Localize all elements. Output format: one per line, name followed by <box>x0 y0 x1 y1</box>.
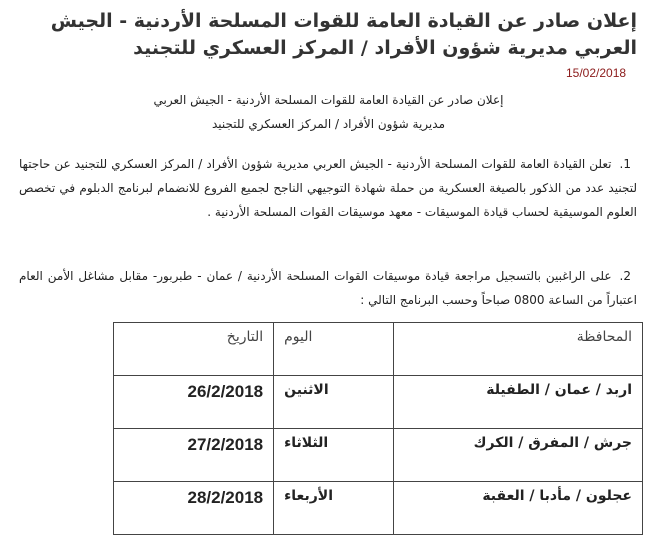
intro-line-1: إعلان صادر عن القيادة العامة للقوات المسلحة الأردنية - الجيش العربي <box>153 93 504 107</box>
cell-day: الثلاثاء <box>274 429 394 482</box>
header-date: التاريخ <box>114 323 274 376</box>
intro-line-2: مديرية شؤون الأفراد / المركز العسكري للتجنيد <box>211 117 445 131</box>
cell-governorate: اربد / عمان / الطفيلة <box>394 376 643 429</box>
table-row <box>114 429 643 482</box>
paragraph-1-number: 1. <box>619 157 631 171</box>
cell-day: الأربعاء <box>274 482 394 535</box>
announcement-title: إعلان صادر عن القيادة العامة للقوات المسلحة الأردنية - الجيش العربي مديرية شؤون الأفراد / المركز العسكري للتجنيد <box>50 10 637 59</box>
paragraph-2-number: 2. <box>619 269 631 283</box>
paragraph-2-text: على الراغبين بالتسجيل مراجعة قيادة موسيقات القوات المسلحة الأردنية / عمان - طبربور- مقابل مشاغل الأمن العام اعتباراً من الساعة 0800 صباحاً وحسب البرنامج التالي : <box>19 269 637 307</box>
paragraph-2 <box>19 264 637 312</box>
table-row <box>114 482 643 535</box>
cell-day: الاثنين <box>274 376 394 429</box>
publish-date: 15/02/2018 <box>566 66 627 80</box>
paragraph-1 <box>19 152 637 224</box>
cell-governorate: جرش / المفرق / الكرك <box>394 429 643 482</box>
registration-schedule-table <box>113 322 643 535</box>
header-governorate: المحافظة <box>394 323 643 376</box>
cell-date: 26/2/2018 <box>114 376 274 429</box>
table-row <box>114 376 643 429</box>
table-header-row <box>114 323 643 376</box>
cell-governorate: عجلون / مأدبا / العقبة <box>394 482 643 535</box>
header-day: اليوم <box>274 323 394 376</box>
cell-date: 28/2/2018 <box>114 482 274 535</box>
paragraph-1-text: تعلن القيادة العامة للقوات المسلحة الأردنية - الجيش العربي مديرية شؤون الأفراد / المركز العسكري للتجنيد عن حاجتها لتجنيد عدد من الذكور بالصيغة العسكرية من حملة شهادة التوجيهي الناجح لجميع الفروع للانضمام لبرنامج الدبلوم في تخصص العلوم الموسيقية لحساب قيادة الموسيقات - معهد موسيقات القوات المسلحة الأردنية . <box>19 157 637 219</box>
cell-date: 27/2/2018 <box>114 429 274 482</box>
